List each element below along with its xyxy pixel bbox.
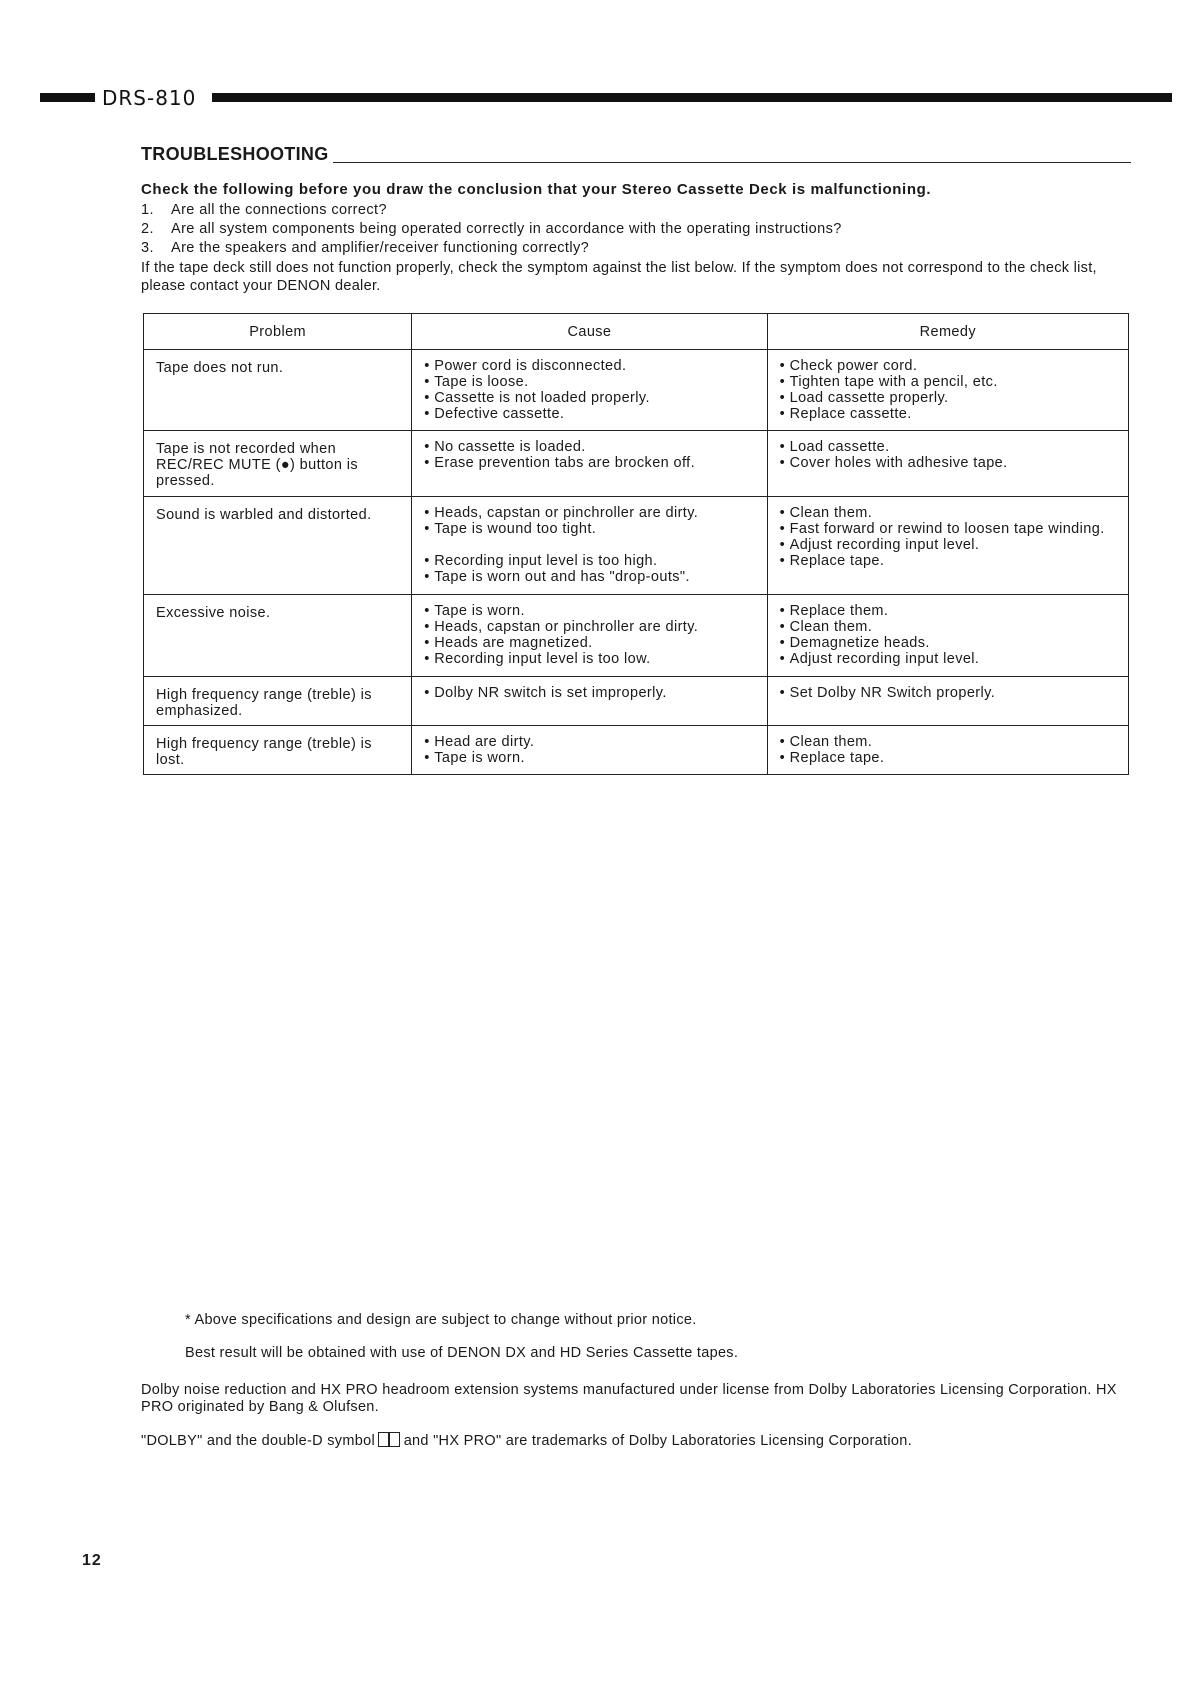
header-bar bbox=[40, 86, 1172, 110]
column-header-cause: Cause bbox=[412, 314, 767, 350]
remedy-cell bbox=[767, 497, 1128, 595]
table-row bbox=[144, 595, 1129, 677]
remedy-item: • Adjust recording input level. bbox=[790, 537, 1118, 553]
remedy-cell bbox=[767, 595, 1128, 677]
remedy-item: • Fast forward or rewind to loosen tape winding. bbox=[790, 521, 1118, 537]
tape-recommendation: Best result will be obtained with use of DENON DX and HD Series Cassette tapes. bbox=[185, 1345, 739, 1361]
table-row bbox=[144, 677, 1129, 726]
remedy-item: • Clean them. bbox=[790, 505, 1118, 521]
cause-cell bbox=[412, 350, 767, 431]
problem-cell: Excessive noise. bbox=[144, 595, 412, 677]
cause-spacer bbox=[434, 537, 756, 553]
remedy-item: • Load cassette. bbox=[790, 439, 1118, 455]
remedy-cell bbox=[767, 350, 1128, 431]
check-text: Are all system components being operated correctly in accordance with the operating instructions? bbox=[171, 221, 842, 237]
column-header-remedy: Remedy bbox=[767, 314, 1128, 350]
check-text: Are the speakers and amplifier/receiver functioning correctly? bbox=[171, 240, 590, 256]
remedy-item: • Clean them. bbox=[790, 734, 1118, 750]
remedy-item: • Load cassette properly. bbox=[790, 390, 1118, 406]
model-name: DRS-810 bbox=[102, 86, 200, 110]
double-d-icon bbox=[379, 1433, 399, 1449]
problem-cell: High frequency range (treble) is lost. bbox=[144, 726, 412, 775]
dolby-license-note: Dolby noise reduction and HX PRO headroom extension systems manufactured under license from Dolby Laboratories Licensing Corporation. HX PRO originated by Bang & Olufsen. bbox=[141, 1382, 1117, 1415]
check-list bbox=[141, 201, 1131, 258]
cause-item: • Dolby NR switch is set improperly. bbox=[434, 685, 756, 701]
remedy-cell bbox=[767, 431, 1128, 497]
remedy-item: • Replace cassette. bbox=[790, 406, 1118, 422]
check-number: 3. bbox=[141, 240, 154, 256]
check-item bbox=[141, 220, 1131, 239]
cause-item: • Tape is loose. bbox=[434, 374, 756, 390]
remedy-item: • Replace tape. bbox=[790, 553, 1118, 569]
remedy-cell bbox=[767, 677, 1128, 726]
section-title: TROUBLESHOOTING bbox=[141, 144, 329, 164]
remedy-item: • Tighten tape with a pencil, etc. bbox=[790, 374, 1118, 390]
problem-cell: Tape is not recorded when REC/REC MUTE (●) button is pressed. bbox=[144, 431, 412, 497]
remedy-item: • Check power cord. bbox=[790, 358, 1118, 374]
cause-item: • Recording input level is too high. bbox=[434, 553, 756, 569]
cause-cell bbox=[412, 595, 767, 677]
header-rule-left bbox=[40, 93, 95, 102]
problem-cell: Tape does not run. bbox=[144, 350, 412, 431]
cause-item: • Erase prevention tabs are brocken off. bbox=[434, 455, 756, 471]
table-header-row bbox=[144, 314, 1129, 350]
check-number: 1. bbox=[141, 202, 154, 218]
troubleshooting-table bbox=[143, 313, 1129, 775]
remedy-item: • Adjust recording input level. bbox=[790, 651, 1118, 667]
table-row bbox=[144, 350, 1129, 431]
cause-item: • Defective cassette. bbox=[434, 406, 756, 422]
remedy-cell bbox=[767, 726, 1128, 775]
remedy-item: • Replace tape. bbox=[790, 750, 1118, 766]
cause-item: • Tape is worn out and has "drop-outs". bbox=[434, 569, 756, 585]
cause-item: • Tape is wound too tight. bbox=[434, 521, 756, 537]
spec-notice: * Above specifications and design are subject to change without prior notice. bbox=[185, 1312, 697, 1328]
column-header-problem: Problem bbox=[144, 314, 412, 350]
trademark-text-post: and "HX PRO" are trademarks of Dolby Laboratories Licensing Corporation. bbox=[403, 1433, 912, 1449]
table-row bbox=[144, 431, 1129, 497]
check-text: Are all the connections correct? bbox=[171, 202, 387, 218]
cause-cell bbox=[412, 431, 767, 497]
section-title-rule bbox=[333, 162, 1131, 163]
check-number: 2. bbox=[141, 221, 154, 237]
cause-item: • No cassette is loaded. bbox=[434, 439, 756, 455]
trademark-text-pre: "DOLBY" and the double-D symbol bbox=[141, 1433, 375, 1449]
cause-item: • Tape is worn. bbox=[434, 750, 756, 766]
check-item bbox=[141, 239, 1131, 258]
cause-cell bbox=[412, 677, 767, 726]
cause-item: • Tape is worn. bbox=[434, 603, 756, 619]
cause-item: • Head are dirty. bbox=[434, 734, 756, 750]
problem-cell: High frequency range (treble) is emphasized. bbox=[144, 677, 412, 726]
remedy-item: • Cover holes with adhesive tape. bbox=[790, 455, 1118, 471]
header-rule-right bbox=[212, 93, 1172, 102]
trademark-note bbox=[141, 1432, 1136, 1450]
cause-cell bbox=[412, 726, 767, 775]
cause-item: • Recording input level is too low. bbox=[434, 651, 756, 667]
problem-cell: Sound is warbled and distorted. bbox=[144, 497, 412, 595]
cause-item: • Cassette is not loaded properly. bbox=[434, 390, 756, 406]
cause-item: • Power cord is disconnected. bbox=[434, 358, 756, 374]
page-number: 12 bbox=[82, 1552, 102, 1569]
cause-item: • Heads, capstan or pinchroller are dirty. bbox=[434, 505, 756, 521]
check-item bbox=[141, 201, 1131, 220]
table-row bbox=[144, 497, 1129, 595]
remedy-item: • Clean them. bbox=[790, 619, 1118, 635]
cause-item: • Heads, capstan or pinchroller are dirty. bbox=[434, 619, 756, 635]
intro-text: Check the following before you draw the conclusion that your Stereo Cassette Deck is malfunctioning. bbox=[141, 181, 932, 198]
table-row bbox=[144, 726, 1129, 775]
followup-text: If the tape deck still does not function properly, check the symptom against the list below. If the symptom does not correspond to the check list, please contact your DENON dealer. bbox=[141, 260, 1097, 294]
cause-cell bbox=[412, 497, 767, 595]
cause-item: • Heads are magnetized. bbox=[434, 635, 756, 651]
remedy-item: • Demagnetize heads. bbox=[790, 635, 1118, 651]
remedy-item: • Replace them. bbox=[790, 603, 1118, 619]
remedy-item: • Set Dolby NR Switch properly. bbox=[790, 685, 1118, 701]
